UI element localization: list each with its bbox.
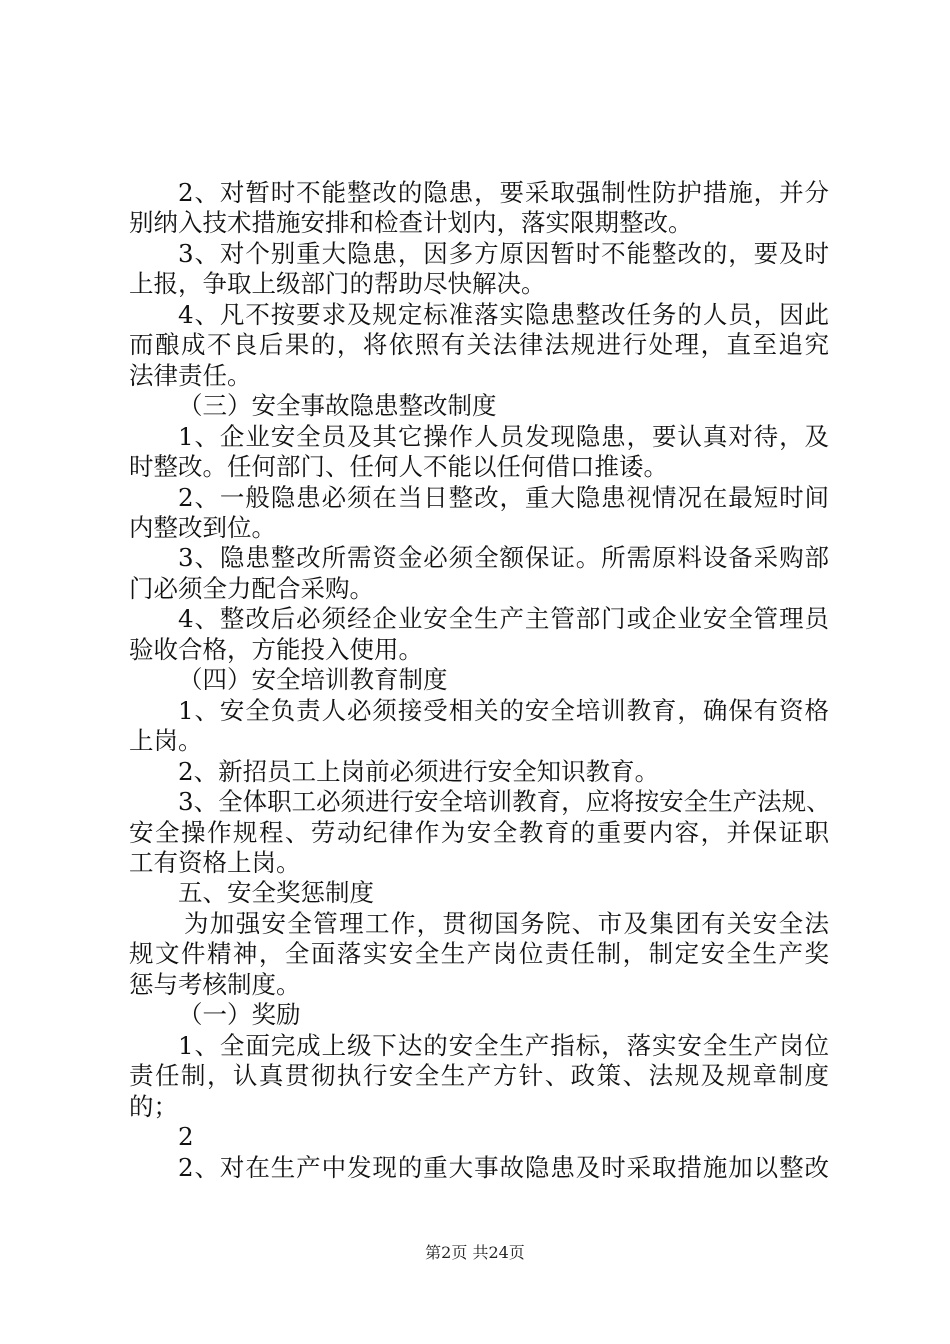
section-heading: （四）安全培训教育制度 [178,665,448,694]
text-line: 3、对个别重大隐患，因多方原因暂时不能整改的，要及时 [178,239,829,268]
text-line: 的； [129,1092,178,1121]
text-line: 2、新招员工上岗前必须进行安全知识教育。 [178,757,660,786]
text-line: 而酿成不良后果的，将依照有关法律法规进行处理，直至追究 [129,330,829,359]
text-line: 1、安全负责人必须接受相关的安全培训教育，确保有资格 [178,696,829,725]
text-line: 3、隐患整改所需资金必须全额保证。所需原料设备采购部 [178,543,829,572]
text-line: 4、凡不按要求及规定标准落实隐患整改任务的人员，因此 [178,300,829,329]
text-line: 1、全面完成上级下达的安全生产指标，落实安全生产岗位 [178,1031,829,1060]
text-line: 上报，争取上级部门的帮助尽快解决。 [129,269,546,298]
text-line: 3、全体职工必须进行安全培训教育，应将按安全生产法规、 [178,787,831,816]
section-heading: 五、安全奖惩制度 [178,878,374,907]
text-line: 2 [178,1122,194,1151]
text-line: 内整改到位。 [129,513,276,542]
text-line: 2、对在生产中发现的重大事故隐患及时采取措施加以整改 [178,1153,829,1182]
text-line: 验收合格，方能投入使用。 [129,635,423,664]
text-line: 工有资格上岗。 [129,848,301,877]
text-line: 责任制，认真贯彻执行安全生产方针、政策、法规及规章制度 [129,1061,829,1090]
text-line: 惩与考核制度。 [129,970,301,999]
section-heading: （一）奖励 [178,1000,301,1029]
text-line: 别纳入技术措施安排和检查计划内，落实限期整改。 [129,208,693,237]
text-line: 2、一般隐患必须在当日整改，重大隐患视情况在最短时间 [178,483,829,512]
text-line: 法律责任。 [129,361,252,390]
text-line: 为加强安全管理工作，贯彻国务院、市及集团有关安全法 [184,909,829,938]
text-line: 1、企业安全员及其它操作人员发现隐患，要认真对待，及 [178,422,829,451]
page-number-footer: 第2页 共24页 [425,1243,525,1262]
text-line: 上岗。 [129,726,203,755]
text-line: 安全操作规程、劳动纪律作为安全教育的重要内容，并保证职 [129,818,829,847]
section-heading: （三）安全事故隐患整改制度 [178,391,497,420]
text-line: 时整改。任何部门、任何人不能以任何借口推诿。 [129,452,668,481]
text-line: 规文件精神，全面落实安全生产岗位责任制，制定安全生产奖 [129,939,829,968]
text-line: 2、对暂时不能整改的隐患，要采取强制性防护措施，并分 [178,178,829,207]
text-line: 门必须全力配合采购。 [129,574,374,603]
text-line: 4、整改后必须经企业安全生产主管部门或企业安全管理员 [178,604,829,633]
